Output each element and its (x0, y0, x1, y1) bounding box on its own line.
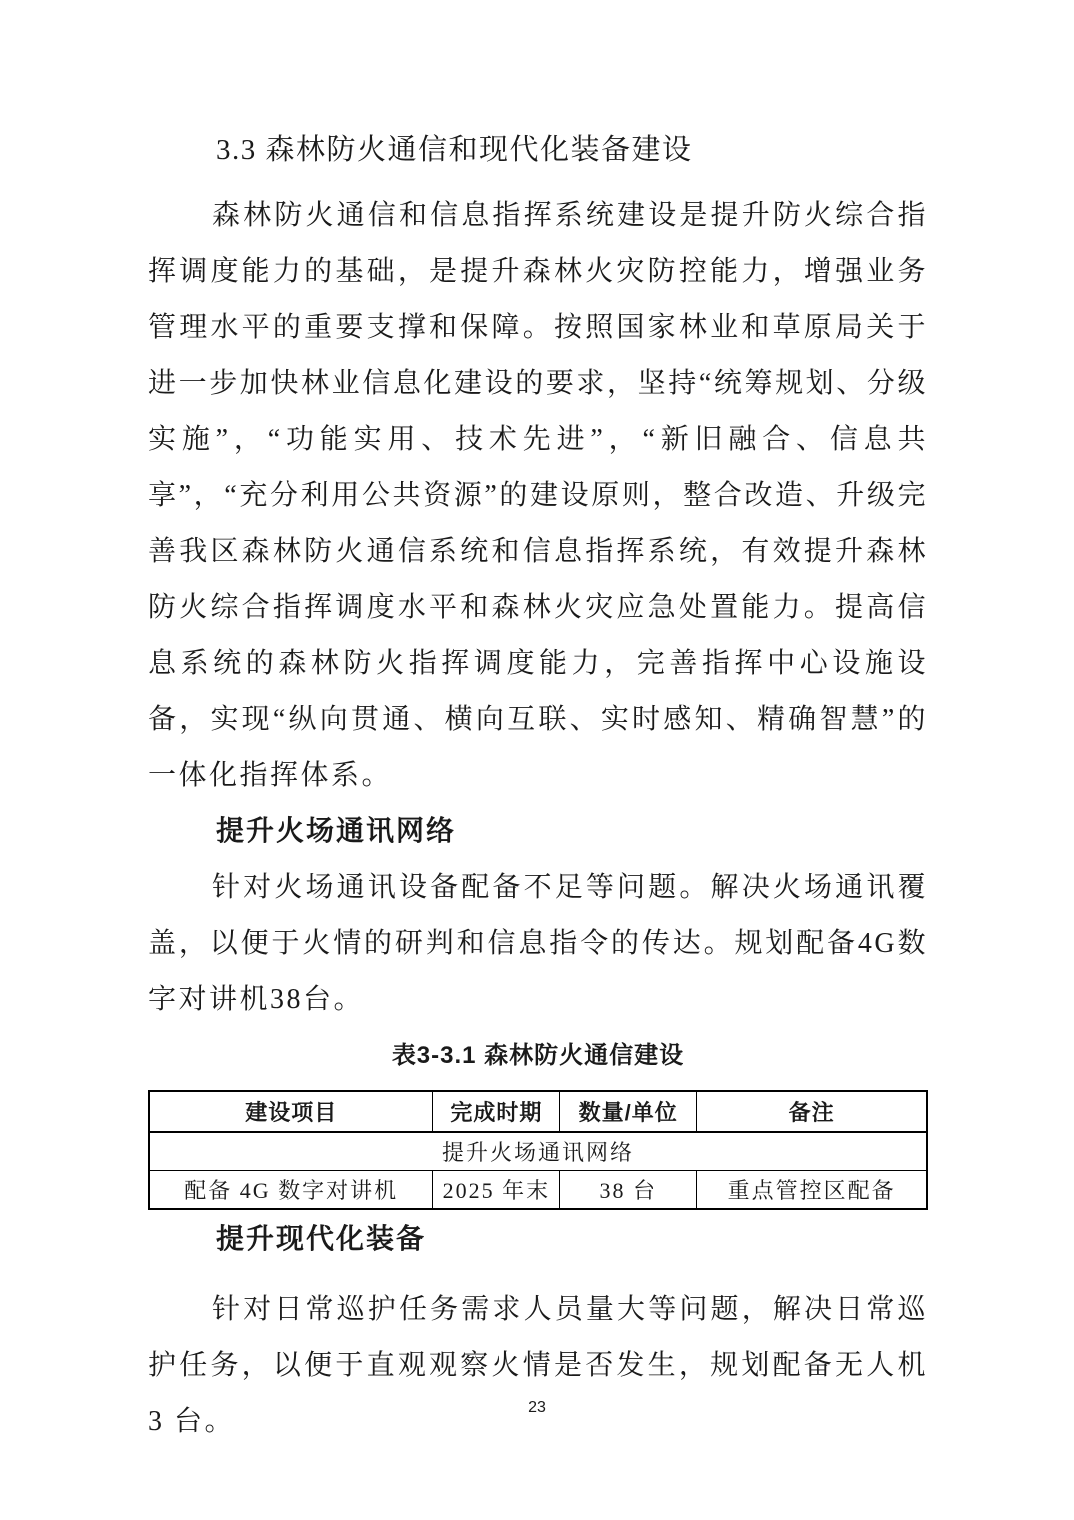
cell-remarks: 重点管控区配备 (697, 1171, 927, 1210)
section-title: 3.3 森林防火通信和现代化装备建设 (216, 134, 693, 166)
table-caption: 表3-3.1 森林防火通信建设 (391, 1042, 685, 1069)
subheading-fireground-network: 提升火场通讯网络 (216, 816, 457, 847)
cell-completion-time: 2025 年末 (433, 1171, 560, 1210)
fireground-network-paragraph: 针对火场通讯设备配备不足等问题。解决火场通讯覆盖，以便于火情的研判和信息指令的传达。规划配备4G数字对讲机38台。 (148, 872, 928, 1015)
col-header-remarks: 备注 (697, 1091, 927, 1132)
col-header-completion-time: 完成时期 (433, 1091, 560, 1132)
communication-construction-table (148, 1090, 928, 1210)
col-header-project: 建设项目 (149, 1091, 433, 1132)
cell-project: 配备 4G 数字对讲机 (149, 1171, 433, 1210)
table-row (149, 1171, 927, 1210)
table-group-row (149, 1132, 927, 1171)
intro-paragraph: 森林防火通信和信息指挥系统建设是提升防火综合指挥调度能力的基础，是提升森林火灾防控能力，增强业务管理水平的重要支撑和保障。按照国家林业和草原局关于进一步加快林业信息化建设的要求，坚持“统筹规划、分级实施”，“功能实用、技术先进”，“新旧融合、信息共享”，“充分利用公共资源”的建设原则，整合改造、升级完善我区森林防火通信系统和信息指挥系统，有效提升森林防火综合指挥调度水平和森林火灾应急处置能力。提高信息系统的森林防火指挥调度能力，完善指挥中心设施设备，实现“纵向贯通、横向互联、实时感知、精确智慧”的一体化指挥体系。 (148, 200, 928, 791)
group-row-label: 提升火场通讯网络 (149, 1132, 927, 1171)
page-number: 23 (528, 1399, 546, 1416)
modern-equipment-paragraph: 针对日常巡护任务需求人员量大等问题，解决日常巡护任务，以便于直观观察火情是否发生，规划配备无人机 3 台。 (148, 1294, 928, 1437)
cell-quantity-unit: 38 台 (560, 1171, 697, 1210)
table-header-row (149, 1091, 927, 1132)
col-header-quantity-unit: 数量/单位 (560, 1091, 697, 1132)
subheading-modern-equipment: 提升现代化装备 (216, 1224, 427, 1255)
